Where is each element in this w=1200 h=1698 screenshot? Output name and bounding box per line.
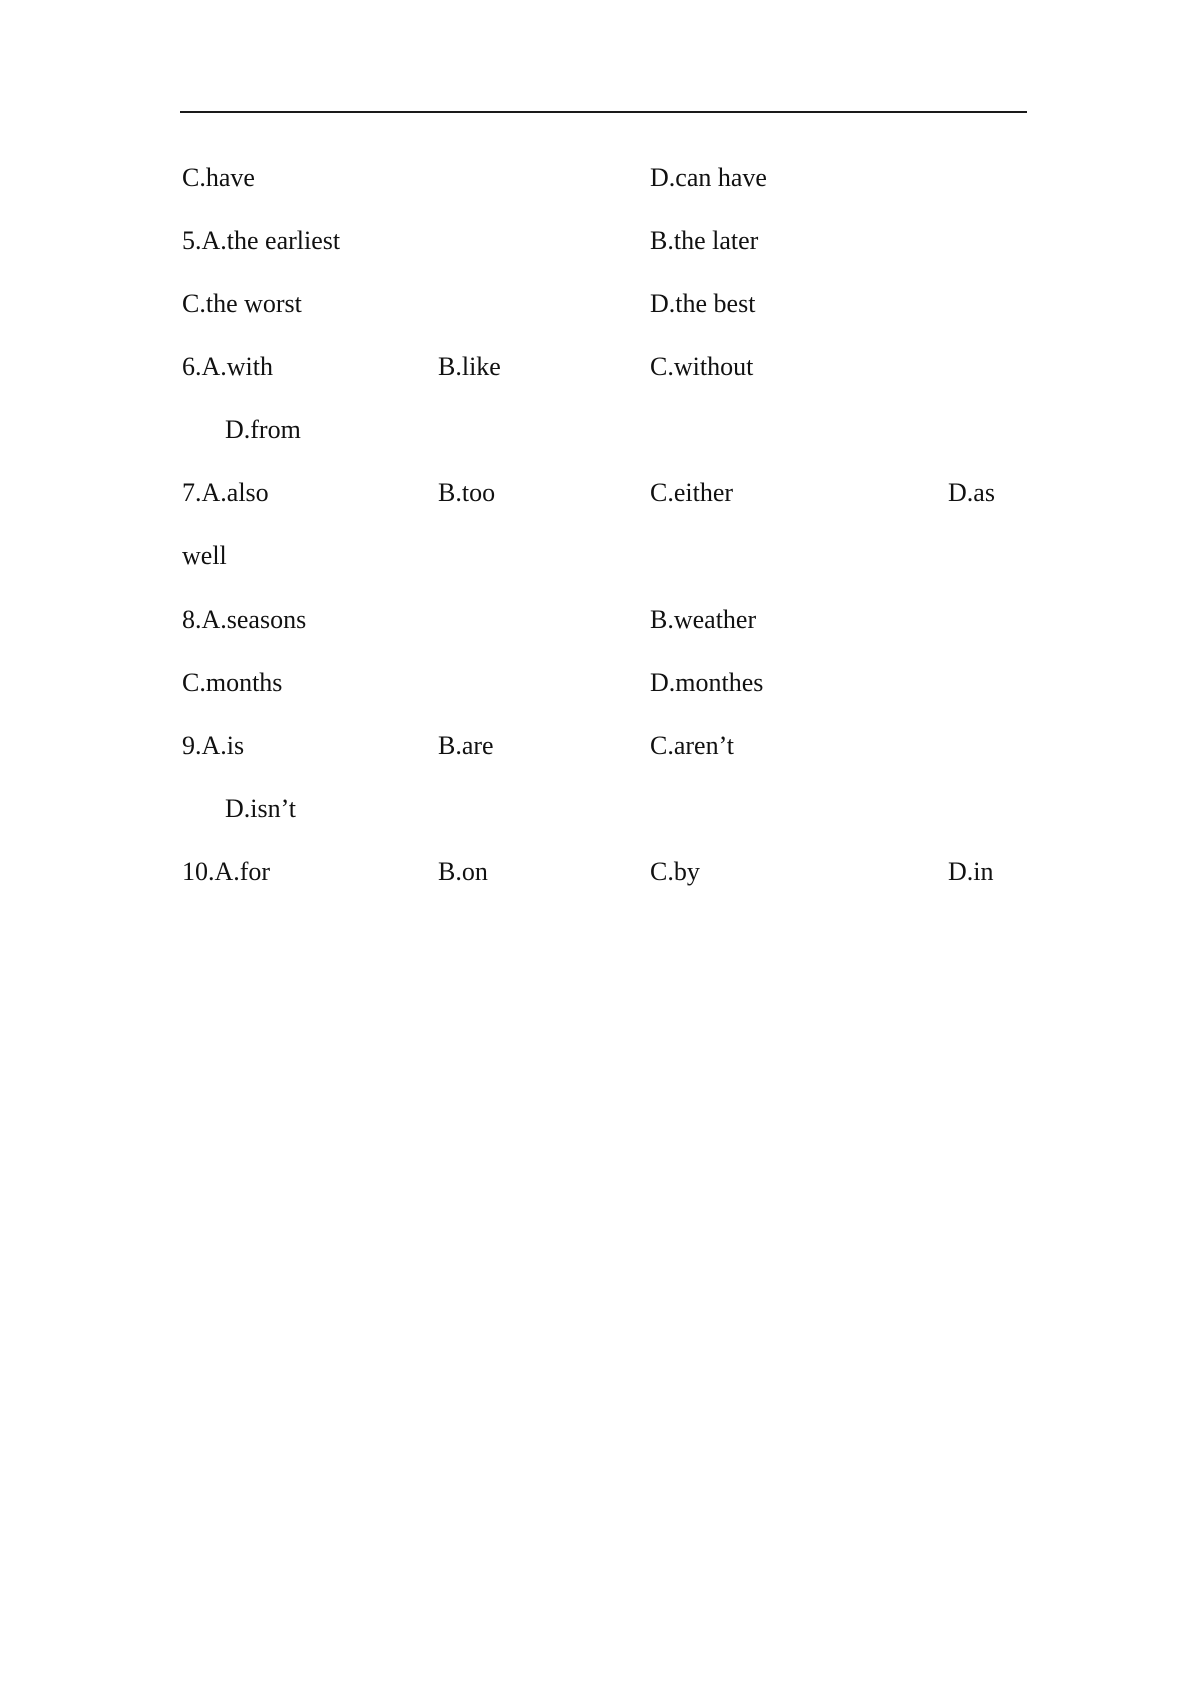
option-9d: D.isn’t [225, 794, 297, 823]
option-6c: C.without [650, 352, 754, 381]
option-7b: B.too [438, 478, 496, 507]
option-5a: 5.A.the earliest [182, 226, 341, 255]
header-rule [180, 111, 1027, 113]
option-6b: B.like [438, 352, 501, 381]
option-5b: B.the later [650, 226, 759, 255]
option-7d-wrap: well [182, 541, 227, 570]
option-7c: C.either [650, 478, 734, 507]
option-6a: 6.A.with [182, 352, 273, 381]
option-8d: D.monthes [650, 668, 764, 697]
option-4c: C.have [182, 163, 255, 192]
option-9c: C.aren’t [650, 731, 734, 760]
option-10a: 10.A.for [182, 857, 271, 886]
option-9a: 9.A.is [182, 731, 245, 760]
option-9b: B.are [438, 731, 494, 760]
option-6d: D.from [225, 415, 301, 444]
option-5c: C.the worst [182, 289, 302, 318]
option-10b: B.on [438, 857, 488, 886]
option-4d: D.can have [650, 163, 767, 192]
option-7d: D.as [948, 478, 995, 507]
option-8a: 8.A.seasons [182, 605, 307, 634]
option-8c: C.months [182, 668, 283, 697]
option-10c: C.by [650, 857, 700, 886]
option-10d: D.in [948, 857, 994, 886]
option-5d: D.the best [650, 289, 756, 318]
option-7a: 7.A.also [182, 478, 269, 507]
option-8b: B.weather [650, 605, 757, 634]
